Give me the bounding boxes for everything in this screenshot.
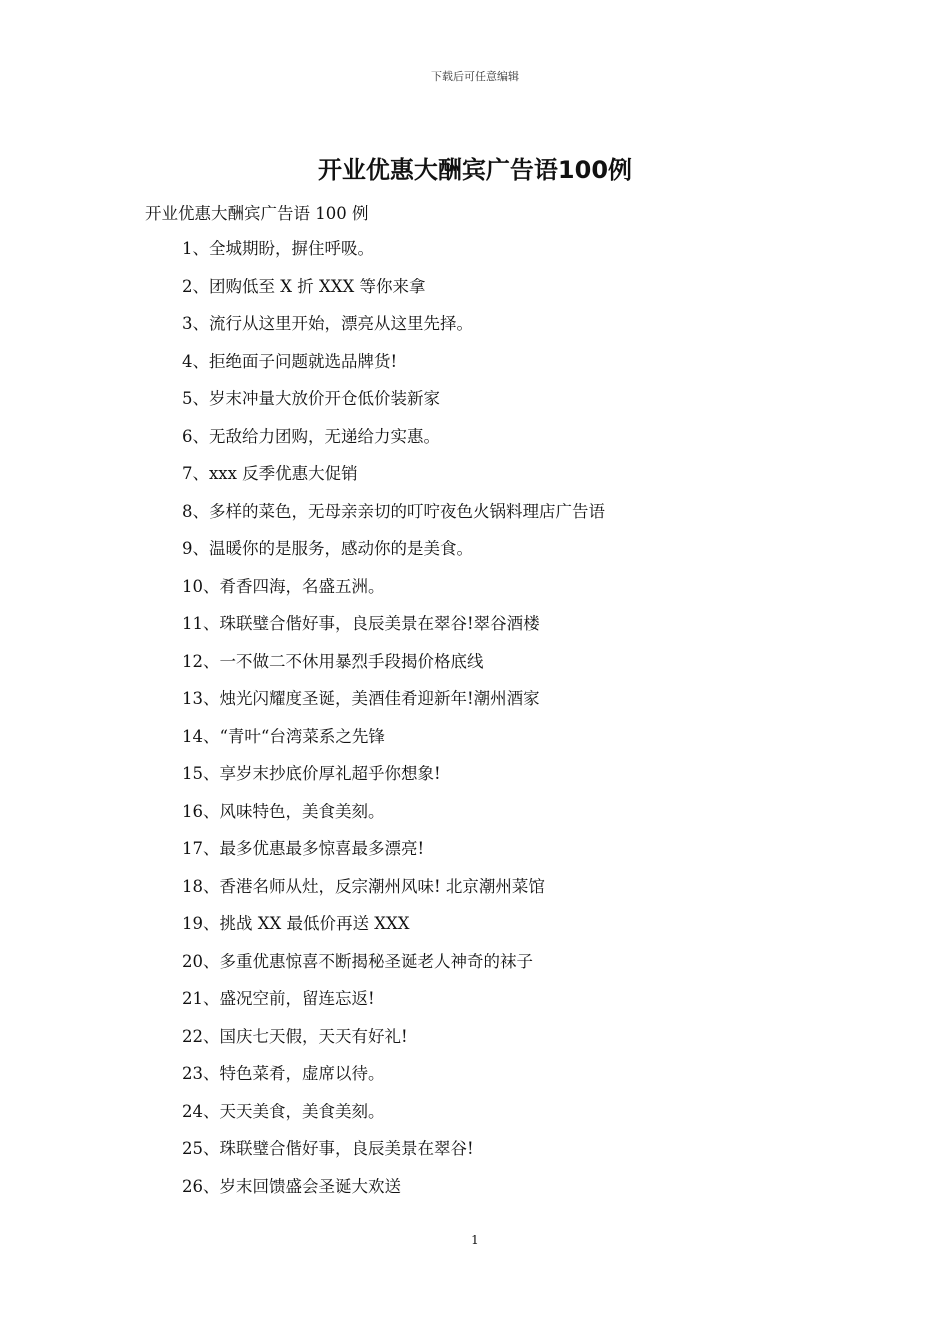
list-item: 23、特色菜肴，虚席以待。: [182, 1064, 385, 1083]
list-item: 21、盛况空前，留连忘返!: [182, 989, 375, 1008]
subtitle: 开业优惠大酬宾广告语 100 例: [145, 204, 369, 223]
list-item: 9、温暖你的是服务，感动你的是美食。: [182, 539, 473, 558]
list-item: 3、流行从这里开始，漂亮从这里先择。: [182, 314, 473, 333]
list-item: 18、香港名师从灶，反宗潮州风味! 北京潮州菜馆: [182, 876, 545, 896]
list-item: 24、天天美食，美食美刻。: [182, 1101, 385, 1121]
list-item: 22、国庆七天假，天天有好礼!: [182, 1026, 408, 1046]
list-item: 14、“青叶“台湾菜系之先锋: [182, 726, 385, 746]
list-item: 20、多重优惠惊喜不断揭秘圣诞老人神奇的袜子: [182, 951, 533, 971]
list-item: 10、肴香四海，名盛五洲。: [182, 576, 385, 596]
page-number: 1: [471, 1233, 479, 1247]
list-item: 13、烛光闪耀度圣诞，美酒佳肴迎新年!潮州酒家: [182, 689, 540, 708]
list-item: 1、全城期盼，摒住呼吸。: [182, 239, 374, 258]
list-item: 8、多样的菜色，无母亲亲切的叮咛夜色火锅料理店广告语: [182, 501, 605, 521]
page-title: 开业优惠大酬宾广告语100例: [317, 156, 633, 184]
list-item: 7、xxx 反季优惠大促销: [182, 464, 358, 483]
list-item: 15、享岁末抄底价厚礼超乎你想象!: [182, 764, 441, 783]
list-item: 12、一不做二不休用暴烈手段揭价格底线: [182, 651, 484, 671]
list-item: 16、风味特色，美食美刻。: [182, 801, 385, 821]
list-item: 25、珠联璧合偕好事，良辰美景在翠谷!: [182, 1139, 474, 1158]
list-item: 4、拒绝面子问题就选品牌货!: [182, 351, 398, 371]
list-item: 11、珠联璧合偕好事，良辰美景在翠谷!翠谷酒楼: [182, 614, 540, 633]
list-item: 17、最多优惠最多惊喜最多漂亮!: [182, 839, 425, 858]
list-item: 26、岁末回馈盛会圣诞大欢送: [182, 1176, 401, 1196]
list-item: 5、岁末冲量大放价开仓低价装新家: [182, 389, 440, 408]
list-item: 2、团购低至 X 折 XXX 等你来拿: [182, 276, 426, 296]
list-item: 19、挑战 XX 最低价再送 XXX: [182, 914, 410, 933]
header-note: 下载后可任意编辑: [431, 70, 519, 83]
slogan-list: [182, 236, 605, 1211]
list-item: 6、无敌给力团购，无递给力实惠。: [182, 426, 440, 446]
